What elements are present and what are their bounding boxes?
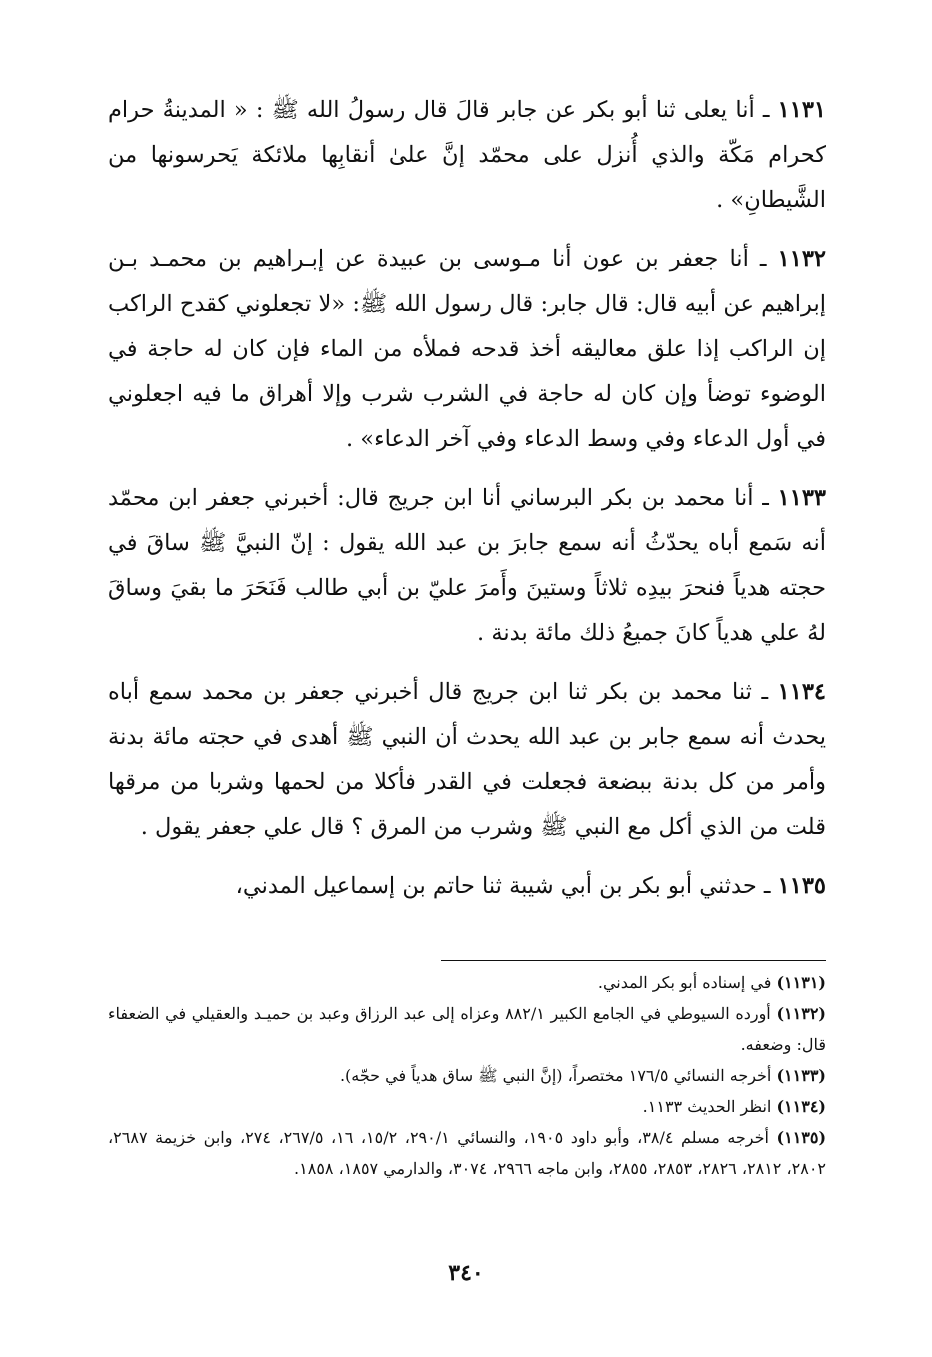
footnotes — [108, 960, 826, 1184]
hadith-text: ـ أنا يعلى ثنا أبو بكر عن جابر قالَ قال رسولُ الله ﷺ : « المدينةُ حرام كحرام مَكّة والذي أُنزل على محمّد إنَّ علىٰ أنقابِها ملائكة يَحرسونها من الشَّيطانِ» . — [108, 97, 826, 213]
footnote-ref: (١١٣٥) — [776, 1128, 827, 1147]
hadith-text: ـ أنا محمد بن بكر البرساني أنا ابن جريج قال: أخبرني جعفر ابن محمّد أنه سَمع أباه يحدّثُ أنه سمع جابرَ بن عبد الله يقول : إنّ النبيَّ ﷺ ساقَ في حجته هدياً فنحرَ بيدِه ثلاثاً وستينَ وأَمرَ عليّ بن أبي طالب فَنَحَرَ ما بقيَ وساقَ لهُ علي هدياً كانَ جميعُ ذلك مائة بدنة . — [108, 485, 826, 646]
hadith-number: ١١٣١ — [777, 97, 826, 123]
footnote — [108, 1122, 826, 1184]
footnote — [108, 1091, 826, 1122]
footnote-text: أخرجه النسائي ١٧٦/٥ مختصراً، (إنَّ النبي ﷺ ساق هدياً في حجّه). — [339, 1066, 777, 1085]
footnote-text: انظر الحديث ١١٣٣. — [642, 1097, 777, 1116]
footnote-ref: (١١٣٤) — [776, 1097, 826, 1116]
footnote-text: في إسناده أبو بكر المدني. — [597, 973, 777, 992]
footnote-text: أورده السيوطي في الجامع الكبير ٨٨٢/١ وعزاه إلى عبد الرزاق وعبد بن حميـد والعقيلي في الضعفاء قال: وضعفه. — [108, 1004, 826, 1054]
footnote-ref: (١١٣١) — [776, 973, 826, 992]
footnote-ref: (١١٣٣) — [776, 1066, 826, 1085]
hadith-number: ١١٣٣ — [777, 485, 826, 511]
page-number: ٣٤٠ — [448, 1260, 484, 1286]
hadith-number: ١١٣٤ — [777, 679, 826, 705]
hadith-paragraph — [108, 476, 826, 656]
hadith-number: ١١٣٢ — [777, 246, 826, 272]
hadith-text: ـ حدثني أبو بكر بن أبي شيبة ثنا حاتم بن إسماعيل المدني، — [235, 873, 778, 899]
footnote-ref: (١١٣٢) — [776, 1004, 826, 1023]
hadith-paragraph — [108, 237, 826, 462]
hadith-text: ـ ثنا محمد بن بكر ثنا ابن جريج قال أخبرني جعفر بن محمد سمع أباه يحدث أنه سمع جابر بن عبد الله يحدث أن النبي ﷺ أهدى في حجته مائة بدنة وأمر من كل بدنة ببضعة فجعلت في القدر فأكلا من لحمها وشربا من مرقها قلت من الذي أكل مع النبي ﷺ وشرب من المرق ؟ قال علي جعفر يقول . — [108, 679, 826, 840]
footnote — [108, 1060, 826, 1091]
hadith-paragraph — [108, 88, 826, 223]
hadith-number: ١١٣٥ — [777, 873, 826, 899]
footnote-divider — [441, 960, 826, 961]
footnote — [108, 998, 826, 1060]
footnote — [108, 967, 826, 998]
hadith-paragraph — [108, 864, 826, 909]
footnote-text: أخرجه مسلم ٣٨/٤، وأبو داود ١٩٠٥، والنسائي ٢٩٠/١، ١٥/٢، ١٦، ٢٦٧/٥، ٢٧٤، وابن خزيمة ٢٦٨٧، ٢٨٠٢، ٢٨١٢، ٢٨٢٦، ٢٨٥٣، ٢٨٥٥، وابن ماجه ٢٩٦٦، ٣٠٧٤، والدارمي ١٨٥٧، ١٨٥٨. — [108, 1128, 826, 1178]
hadith-text: ـ أنا جعفر بن عون أنا مـوسى بن عبيدة عن إبـراهيم بن محمـد بـن إبراهيم عن أبيه قال: قال جابر: قال رسول الله ﷺ: «لا تجعلوني كقدح الراكب إن الراكب إذا علق معاليقه أخذ قدحه فملأه من الماء فإن كان له حاجة في الوضوء توضأ وإن كان له حاجة في الشرب شرب وإلا أهراق ما فيه اجعلوني في أول الدعاء وفي وسط الدعاء وفي آخر الدعاء» . — [108, 246, 826, 452]
main-text — [108, 88, 826, 923]
hadith-paragraph — [108, 670, 826, 850]
